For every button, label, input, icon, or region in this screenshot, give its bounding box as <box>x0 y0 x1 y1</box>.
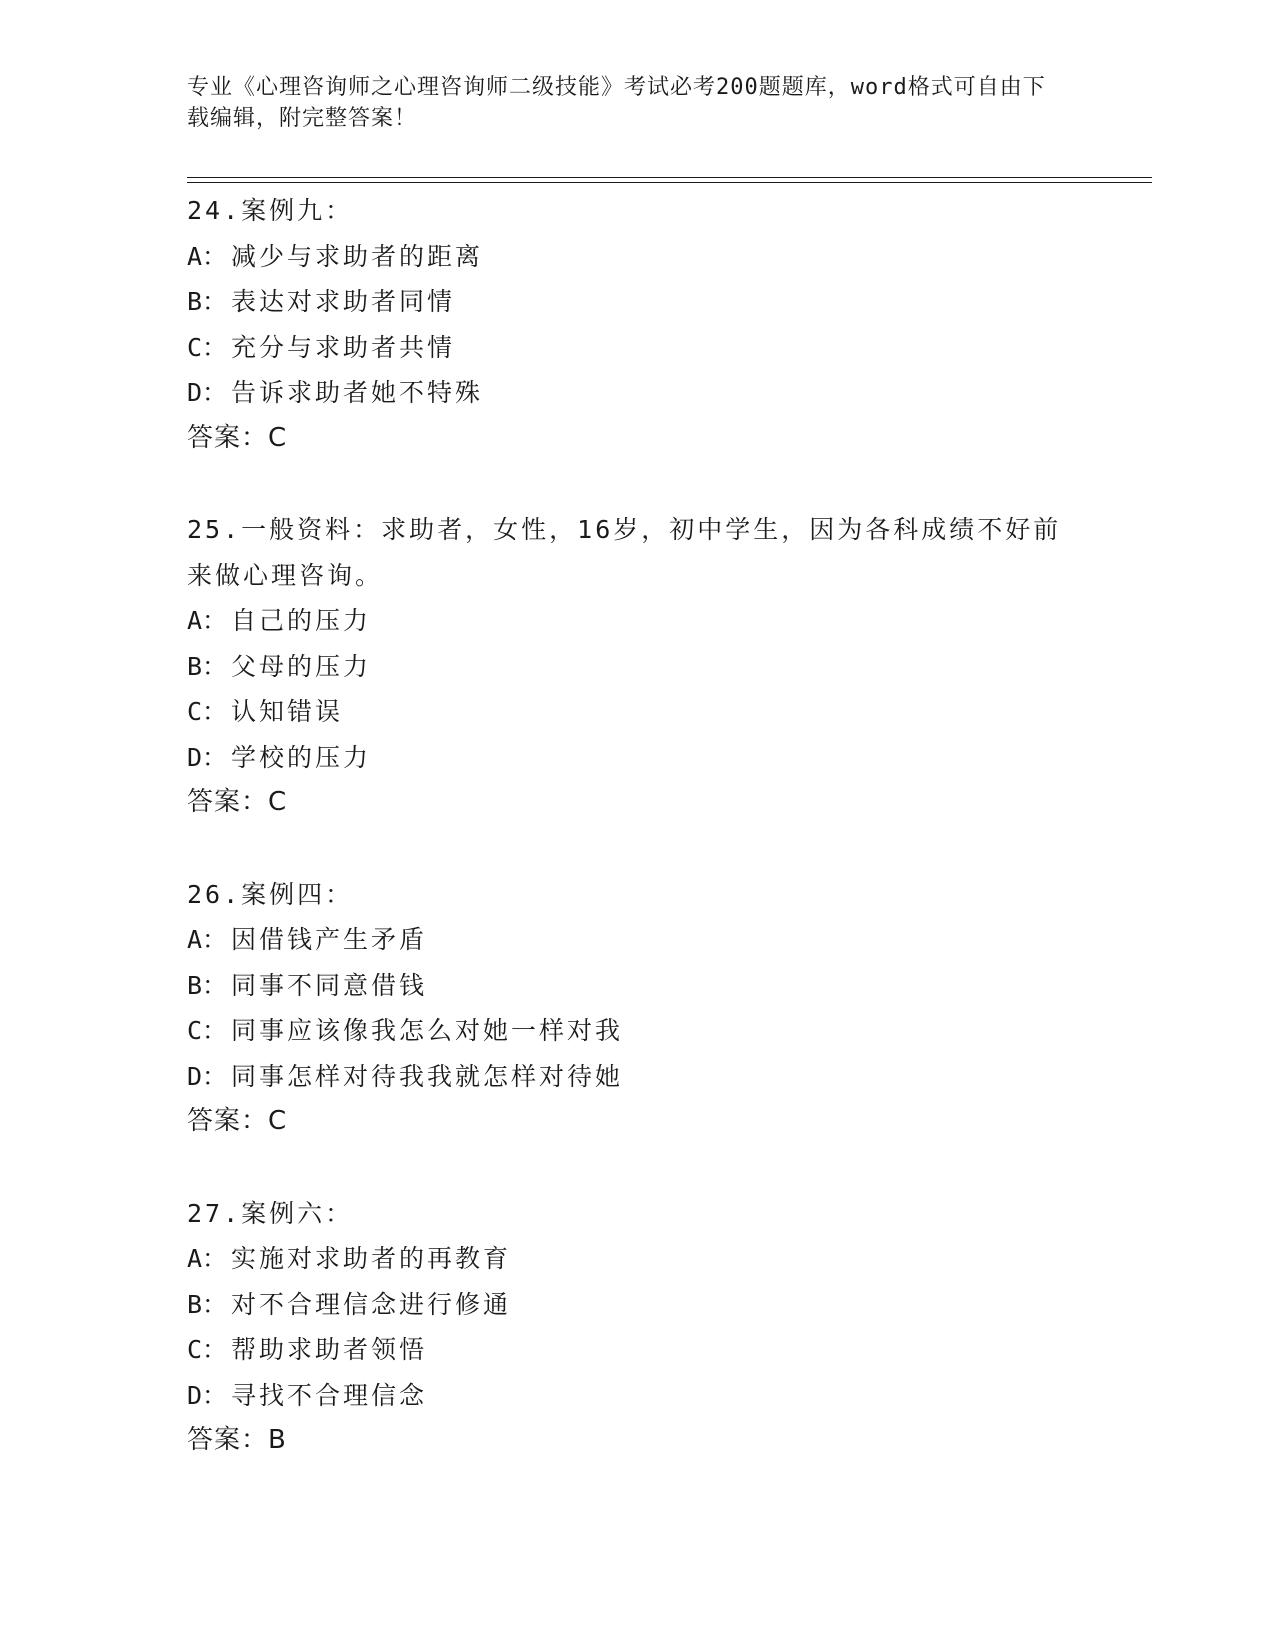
option-c <box>187 1327 1087 1373</box>
answer-line: 答案：C <box>187 1106 288 1136</box>
option-d <box>187 370 1087 416</box>
option-a <box>187 598 1087 644</box>
option-letter: D： <box>187 742 228 772</box>
option-text: 同事怎样对待我我就怎样对待她 <box>231 1061 624 1091</box>
option-b <box>187 1282 1087 1328</box>
question-25 <box>187 507 1087 826</box>
question-list <box>187 188 1087 1510</box>
option-d <box>187 735 1087 781</box>
option-text: 学校的压力 <box>231 742 372 772</box>
option-letter: C： <box>187 697 228 726</box>
option-text: 认知错误 <box>231 697 344 726</box>
answer-line: 答案：C <box>187 422 288 453</box>
option-text: 减少与求助者的距离 <box>231 241 484 271</box>
option-a <box>187 917 1087 963</box>
option-a <box>187 1236 1087 1282</box>
option-text: 父母的压力 <box>231 651 372 681</box>
option-letter: B： <box>187 1289 228 1319</box>
answer-line: 答案：B <box>187 1425 287 1455</box>
option-text: 同事应该像我怎么对她一样对我 <box>231 1016 624 1045</box>
option-text: 同事不同意借钱 <box>231 970 428 1000</box>
option-letter: B： <box>187 651 228 681</box>
option-b <box>187 644 1087 690</box>
option-letter: A： <box>187 1244 228 1273</box>
option-text: 实施对求助者的再教育 <box>231 1244 512 1273</box>
question-26 <box>187 872 1087 1145</box>
option-letter: C： <box>187 332 228 362</box>
option-letter: D： <box>187 1061 228 1091</box>
option-d <box>187 1054 1087 1100</box>
header-divider-top <box>187 177 1152 178</box>
option-letter: C： <box>187 1335 228 1364</box>
option-text: 寻找不合理信念 <box>231 1380 428 1410</box>
option-text: 表达对求助者同情 <box>231 287 456 316</box>
option-letter: A： <box>187 241 228 271</box>
option-text: 告诉求助者她不特殊 <box>231 378 484 407</box>
option-letter: D： <box>187 1380 228 1410</box>
option-b <box>187 279 1087 325</box>
option-c <box>187 1008 1087 1054</box>
option-letter: A： <box>187 606 228 635</box>
header-divider-bottom <box>187 182 1152 183</box>
option-text: 帮助求助者领悟 <box>231 1335 428 1364</box>
option-c <box>187 325 1087 371</box>
option-letter: D： <box>187 378 228 407</box>
option-text: 因借钱产生矛盾 <box>231 925 428 954</box>
option-text: 自己的压力 <box>231 606 372 635</box>
question-stem: 24.案例九： <box>187 196 354 225</box>
option-text: 充分与求助者共情 <box>231 332 456 362</box>
question-27 <box>187 1191 1087 1464</box>
question-stem: 25.一般资料：求助者，女性，16岁，初中学生，因为各科成绩不好前来做心理咨询。 <box>187 515 1062 590</box>
question-stem: 27.案例六： <box>187 1198 354 1228</box>
option-letter: B： <box>187 970 228 1000</box>
answer-line: 答案：C <box>187 787 288 817</box>
option-c <box>187 689 1087 735</box>
option-b <box>187 963 1087 1009</box>
option-letter: B： <box>187 287 228 316</box>
option-letter: A： <box>187 925 228 954</box>
document-header: 专业《心理咨询师之心理咨询师二级技能》考试必考200题题库，word格式可自由下载编辑，附完整答案！ <box>187 75 1046 131</box>
option-d <box>187 1373 1087 1419</box>
option-text: 对不合理信念进行修通 <box>231 1289 512 1319</box>
question-24 <box>187 188 1087 461</box>
question-stem: 26.案例四： <box>187 879 354 909</box>
option-a <box>187 234 1087 280</box>
option-letter: C： <box>187 1016 228 1045</box>
